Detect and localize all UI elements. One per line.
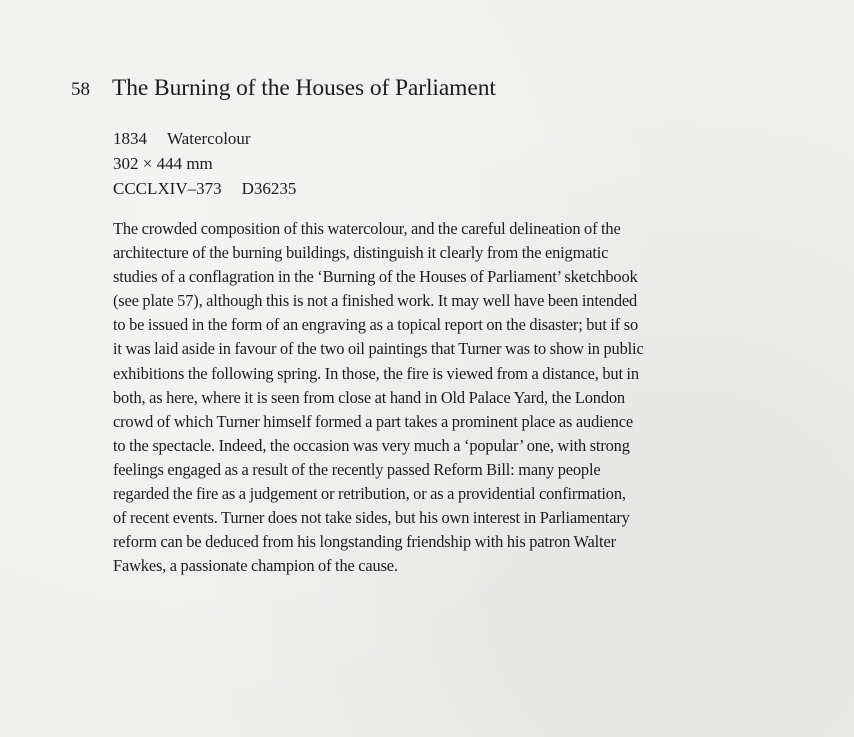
artwork-medium: Watercolour [167, 129, 251, 148]
artwork-metadata [113, 126, 296, 201]
artwork-year: 1834 [113, 129, 147, 148]
dimensions-line [113, 151, 296, 176]
reference-line [113, 176, 296, 201]
description-line: it was laid aside in favour of the two oil paintings that Turner was to show in public [113, 339, 644, 359]
inventory-number: CCCLXIV–373 [113, 179, 222, 198]
description-line: studies of a conflagration in the ‘Burning of the Houses of Parliament’ sketchbook [113, 267, 638, 287]
artwork-dimensions: 302 × 444 mm [113, 154, 213, 173]
catalogue-number: D36235 [241, 179, 297, 198]
description-line: of recent events. Turner does not take sides, but his own interest in Parliamentary [113, 508, 630, 528]
description-line: to the spectacle. Indeed, the occasion was very much a ‘popular’ one, with strong [113, 435, 630, 455]
date-medium-line [113, 126, 296, 151]
description-paragraph [113, 217, 773, 578]
description-line: architecture of the burning buildings, distinguish it clearly from the enigmatic [113, 243, 609, 263]
description-line: to be issued in the form of an engraving as a topical report on the disaster; but if so [113, 315, 639, 335]
description-line: regarded the fire as a judgement or retribution, or as a providential confirmation, [113, 484, 626, 504]
description-line: crowd of which Turner himself formed a part takes a prominent place as audience [113, 411, 633, 431]
description-line: Fawkes, a passionate champion of the cause. [113, 556, 398, 576]
plate-number: 58 [71, 79, 90, 100]
artwork-title: The Burning of the Houses of Parliament [112, 75, 496, 101]
description-line: reform can be deduced from his longstanding friendship with his patron Walter [113, 532, 616, 552]
description-line: both, as here, where it is seen from close at hand in Old Palace Yard, the London [113, 387, 625, 407]
description-line: (see plate 57), although this is not a finished work. It may well have been intended [113, 291, 638, 311]
description-line: feelings engaged as a result of the recently passed Reform Bill: many people [113, 459, 601, 479]
description-line: The crowded composition of this watercolour, and the careful delineation of the [113, 219, 621, 238]
description-line: exhibitions the following spring. In those, the fire is viewed from a distance, but in [113, 363, 639, 383]
